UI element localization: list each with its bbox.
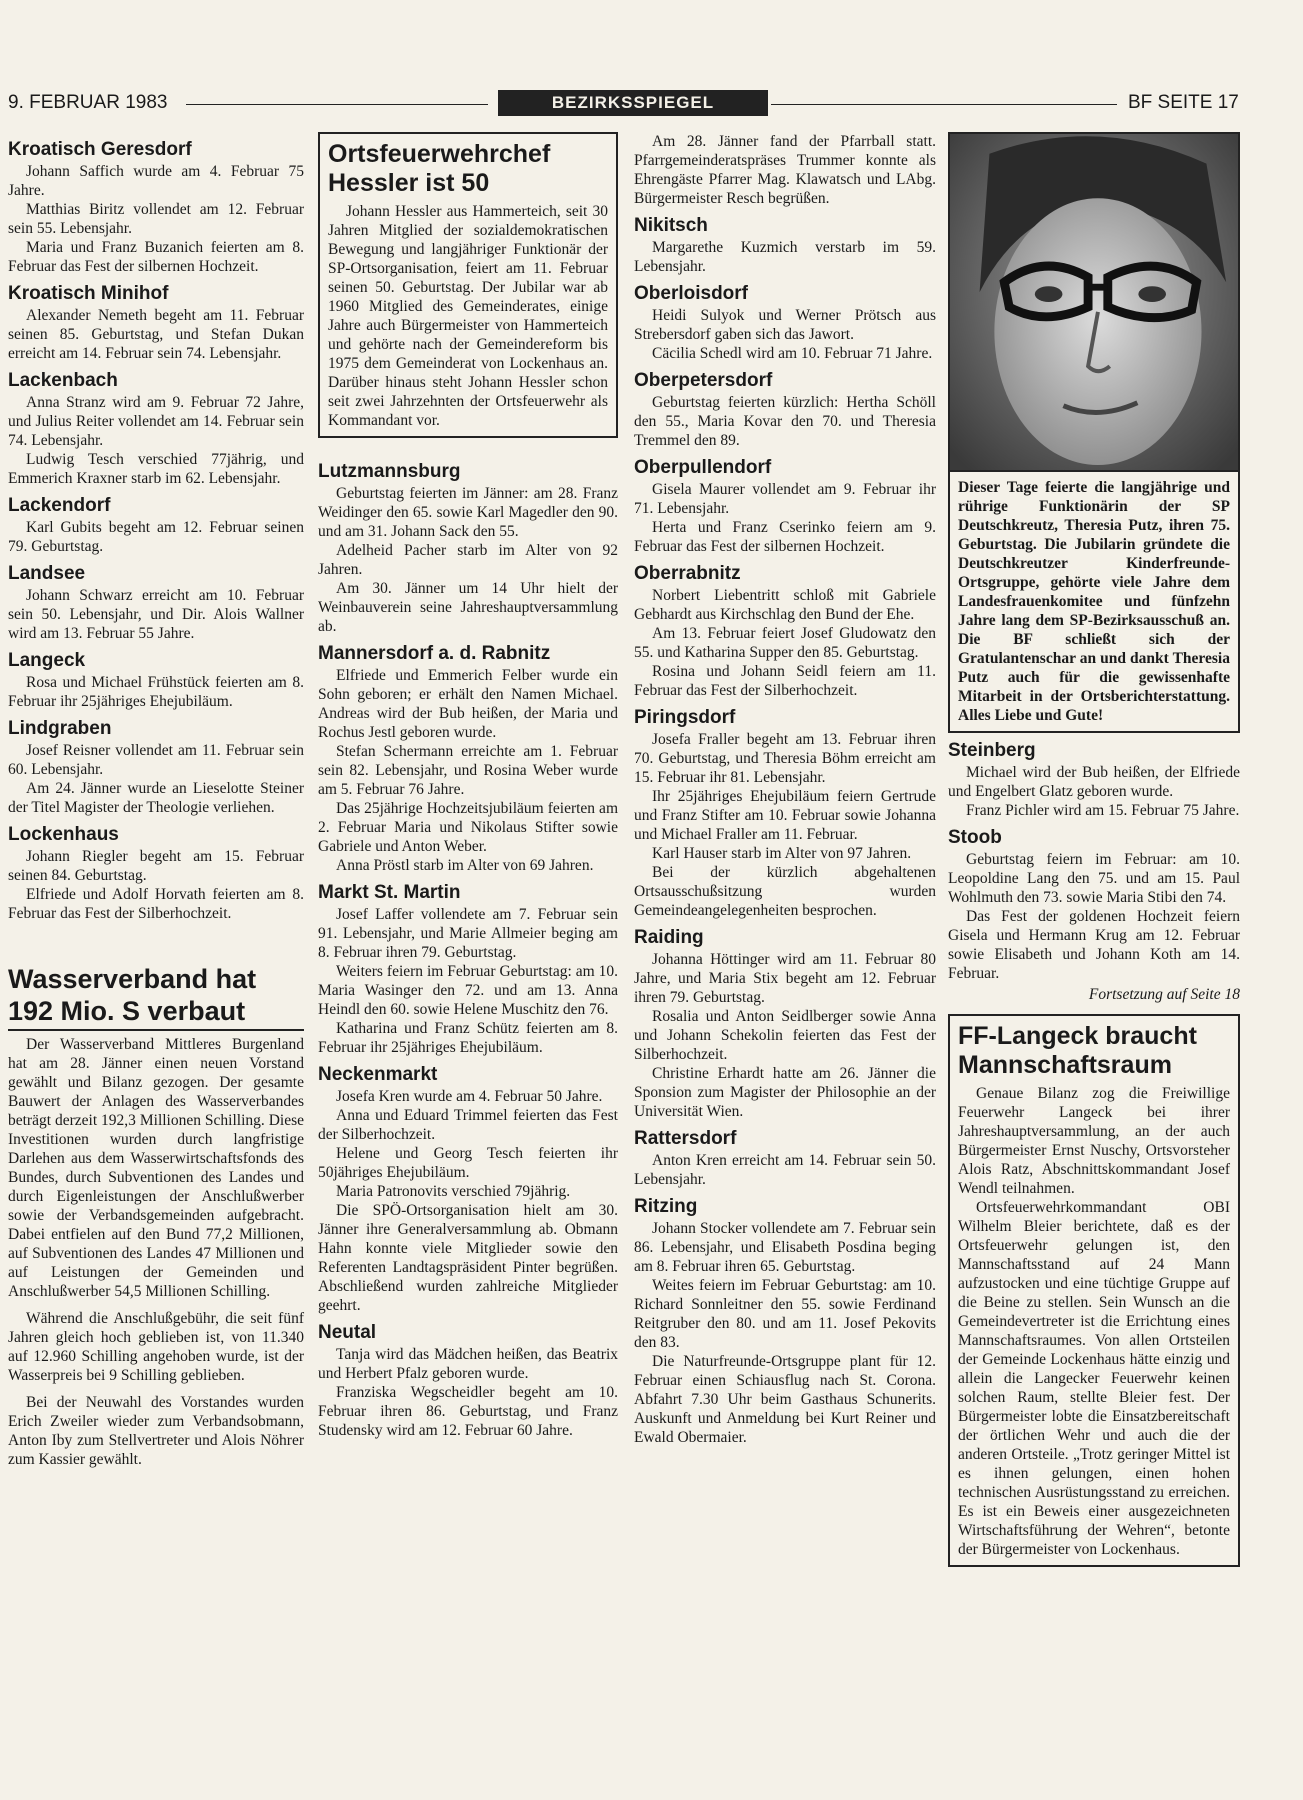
column-4 (948, 132, 1240, 1567)
paragraph: Josef Reisner vollendet am 11. Februar sein 60. Lebensjahr. (8, 742, 304, 778)
paragraph: Tanja wird das Mädchen heißen, das Beatrix und Herbert Pfalz geboren wurde. (318, 1346, 618, 1382)
section-kroatisch-geresdorf (8, 138, 304, 276)
issue-date: 9. FEBRUAR 1983 (8, 92, 168, 113)
paragraph: Die Naturfreunde-Ortsgruppe plant für 12. Februar einen Schiausflug nach St. Corona. Abfahrt 7.30 Uhr beim Gasthaus Schunerits. Auskunft und Anmeldung bei Kurt Reiner und Ewald Obermaier. (634, 1353, 936, 1446)
paragraph: Anna Stranz wird am 9. Februar 72 Jahre, und Julius Reiter vollendet am 14. Februar sein 74. Lebensjahr. (8, 394, 304, 449)
section-heading: Neckenmarkt (318, 1064, 438, 1085)
paragraph: Karl Gubits begeht am 12. Februar seinen 79. Geburtstag. (8, 519, 304, 555)
section-oberloisdorf (634, 282, 936, 363)
section-heading: Lutzmannsburg (318, 461, 461, 482)
paragraph: Geburtstag feierten im Jänner: am 28. Franz Weidinger den 65. sowie Karl Magedler den 90. und am 31. Johann Sack den 55. (318, 485, 618, 540)
page-number: BF SEITE 17 (1128, 92, 1239, 113)
section-ritzing (634, 1195, 936, 1447)
section-heading: Neutal (318, 1322, 377, 1343)
section-masthead: BEZIRKSSPIEGEL (498, 90, 768, 116)
paragraph: Ortsfeuerwehrkommandant OBI Wilhelm Bleier berichtete, daß es der Ortsfeuerwehr gelungen ist, den Mannschaftsstand auf 24 Mann aufzustocken und eine tüchtige Gruppe auf die Beine zu stellen. Sein Wunsch an die Gemeindevertreter ist die Errichtung eines Mannschaftsraumes. Von allen Ortsteilen der Gemeinde Lockenhaus hätte einzig und allein die Langecker Feuerwehr keinen solchen Raum, stellte Bleier fest. Der Bürgermeister lobte die Einsatzbereitschaft der örtlichen Wehr und auch die der anderen Ortsteile. „Trotz geringer Mittel ist es ihnen gelungen, einen hohen technischen Ausrüstungsstand zu erreichen. Es ist ein Beweis einer ausgezeichneten Wirtschaftsführung der Wehren“, betonte der Bürgermeister von Lockenhaus. (958, 1199, 1230, 1558)
paragraph: Norbert Liebentritt schloß mit Gabriele Gebhardt aus Kirchschlag den Bund der Ehe. (634, 587, 936, 623)
paragraph: Weiters feiern im Februar Geburtstag: am 10. Maria Wasinger den 72. und am 13. Anna Heindl den 60. sowie Helene Muschitz den 76. (318, 963, 618, 1018)
section-stoob (948, 826, 1240, 983)
section-nikitsch (634, 214, 936, 276)
section-kroatisch-minihof (8, 282, 304, 363)
paragraph: Rosa und Michael Frühstück feierten am 8. Februar ihr 25jähriges Ehejubiläum. (8, 674, 304, 710)
section-heading: Lackendorf (8, 495, 111, 516)
section-piringsdorf (634, 706, 936, 920)
section-heading: Steinberg (948, 740, 1036, 761)
paragraph: Stefan Schermann erreichte am 1. Februar sein 82. Lebensjahr, und Rosina Weber wurde am 5. Februar 76 Jahre. (318, 743, 618, 798)
paragraph: Am 28. Jänner fand der Pfarrball statt. Pfarrgemeinderatspräses Trummer konnte als Ehrengäste Pfarrer Mag. Klawatsch und LAbg. Bürgermeister Resch begrüßen. (634, 133, 936, 207)
column-3 (634, 132, 936, 1447)
section-heading: Kroatisch Geresdorf (8, 139, 192, 160)
section-heading: Oberrabnitz (634, 563, 741, 584)
section-heading: Ritzing (634, 1196, 698, 1217)
section-heading: Oberpullendorf (634, 457, 772, 478)
header-rule-left (186, 104, 488, 105)
section-oberrabnitz (634, 562, 936, 700)
paragraph: Johann Saffich wurde am 4. Februar 75 Jahre. (8, 163, 304, 199)
column-1 (8, 132, 304, 1469)
photo-caption: Dieser Tage feierte die langjährige und rührige Funktionärin der SP Deutschkreutz, Theresia Putz, ihren 75. Geburtstag. Die Jubilarin gründete die Deutschkreutzer Kinderfreunde-Ortsgruppe, gehörte viele Jahre dem Landesfrauenkomitee und fünfzehn Jahre lang dem SP-Bezirksausschuß an. Die BF schließt sich der Gratulantenschar an und dankt Theresia Putz auch für die gewissenhafte Mitarbeit in der Ortsberichterstattung. Alles Liebe und Gute! (948, 472, 1240, 733)
paragraph: Am 24. Jänner wurde an Lieselotte Steiner der Titel Magister der Theologie verliehen. (8, 780, 304, 816)
paragraph: Ihr 25jähriges Ehejubiläum feiern Gertrude und Franz Stifter am 10. Februar sowie Johanna und Michael Fraller am 11. Februar. (634, 788, 936, 843)
section-lutzmannsburg (318, 460, 618, 636)
paragraph: Katharina und Franz Schütz feierten am 8. Februar ihr 25jähriges Ehejubiläum. (318, 1020, 618, 1056)
section-neutal (318, 1321, 618, 1440)
paragraph: Elfriede und Adolf Horvath feierten am 8. Februar das Fest der Silberhochzeit. (8, 886, 304, 922)
section-heading: Landsee (8, 563, 86, 584)
paragraph: Rosina und Johann Seidl feiern am 11. Februar das Fest der Silberhochzeit. (634, 663, 936, 699)
section-heading: Oberloisdorf (634, 283, 749, 304)
section-heading: Nikitsch (634, 215, 708, 236)
paragraph: Johann Schwarz erreicht am 10. Februar sein 50. Lebensjahr, und Dir. Alois Wallner wird am 13. Februar 55 Jahre. (8, 587, 304, 642)
paragraph: Bei der Neuwahl des Vorstandes wurden Erich Zweiler wieder zum Verbandsobmann, Anton Iby zum Stellvertreter und Alois Nöhrer zum Kassier gewählt. (8, 1394, 304, 1468)
page-header (8, 90, 1248, 120)
paragraph: Geburtstag feierten kürzlich: Hertha Schöll den 55., Maria Kovar den 70. und Theresia Tremmel den 89. (634, 394, 936, 449)
section-intro-continued (634, 132, 936, 208)
article-box-ff-langeck (948, 1014, 1240, 1567)
section-heading: Raiding (634, 927, 704, 948)
section-heading: Lockenhaus (8, 824, 119, 845)
article-headline: FF-Langeck braucht Mannschaftsraum (958, 1022, 1197, 1079)
section-mannersdorf (318, 642, 618, 875)
paragraph: Josefa Kren wurde am 4. Februar 50 Jahre. (336, 1088, 603, 1105)
paragraph: Johann Riegler begeht am 15. Februar seinen 84. Geburtstag. (8, 848, 304, 884)
paragraph: Johann Stocker vollendete am 7. Februar sein 86. Lebensjahr, und Elisabeth Posdina beging am 8. Februar ihren 65. Geburtstag. (634, 1220, 936, 1275)
section-steinberg (948, 739, 1240, 820)
paragraph: Alexander Nemeth begeht am 11. Februar seinen 85. Geburtstag, und Stefan Dukan erreicht am 14. Februar sein 74. Lebensjahr. (8, 307, 304, 362)
article-headline: Wasserverband hat 192 Mio. S verbaut (8, 963, 304, 1031)
paragraph: Die SPÖ-Ortsorganisation hielt am 30. Jänner ihre Generalversammlung ab. Obmann Hahn konnte viele Mitglieder sowie den Referenten Landtagspräsident Pinter begrüßen. Abschließend wurden zahlreiche Mitglieder geehrt. (318, 1202, 618, 1314)
portrait-photo (948, 132, 1240, 472)
continued-note: Fortsetzung auf Seite 18 (1088, 986, 1240, 1003)
paragraph: Gisela Maurer vollendet am 9. Februar ihr 71. Lebensjahr. (634, 481, 936, 517)
paragraph: Elfriede und Emmerich Felber wurde ein Sohn geboren; er erhält den Namen Michael. Andreas wird der Bub heißen, der Maria und Rochus Jestl geboren wurde. (318, 667, 618, 741)
paragraph: Adelheid Pacher starb im Alter von 92 Jahren. (318, 542, 618, 578)
paragraph: Genaue Bilanz zog die Freiwillige Feuerwehr Langeck bei ihrer Jahreshauptversammlung, an der auch Bürgermeister Ernst Nuschy, Ortsvorsteher Alois Ratz, Abschnittskommandant Josef Wendl teilnahmen. (958, 1085, 1230, 1197)
section-heading: Langeck (8, 650, 86, 671)
section-lackenbach (8, 369, 304, 488)
section-heading: Oberpetersdorf (634, 370, 773, 391)
paragraph: Bei der kürzlich abgehaltenen Ortsausschußsitzung wurden Gemeindeangelegenheiten besprochen. (634, 864, 936, 919)
paragraph: Franziska Wegscheidler begeht am 10. Februar ihren 86. Geburtstag, und Franz Studensky wird am 12. Februar 60 Jahre. (318, 1384, 618, 1439)
article-headline: Ortsfeuerwehrchef Hessler ist 50 (328, 140, 551, 197)
paragraph: Christine Erhardt hatte am 26. Jänner die Sponsion zum Magister der Philosophie an der Universität Wien. (634, 1065, 936, 1120)
paragraph: Anna und Eduard Trimmel feierten das Fest der Silberhochzeit. (318, 1107, 618, 1143)
article-wasserverband (8, 963, 304, 1469)
paragraph: Das 25jährige Hochzeitsjubiläum feierten am 2. Februar Maria und Nikolaus Stifter sowie Gabriele und Anton Weber. (318, 800, 618, 855)
section-landsee (8, 562, 304, 643)
section-raiding (634, 926, 936, 1121)
section-lockenhaus (8, 823, 304, 923)
paragraph: Ludwig Tesch verschied 77jährig, und Emmerich Kraxner starb im 62. Lebensjahr. (8, 451, 304, 487)
paragraph: Das Fest der goldenen Hochzeit feiern Gisela und Hermann Krug am 12. Februar sowie Elisabeth und Johann Koth am 14. Februar. (948, 908, 1240, 982)
paragraph: Josef Laffer vollendete am 7. Februar sein 91. Lebensjahr, und Marie Allmeier beging am 8. Februar ihren 79. Geburtstag. (318, 906, 618, 961)
section-lindgraben (8, 717, 304, 817)
paragraph: Josefa Fraller begeht am 13. Februar ihren 70. Geburtstag, und Theresia Böhm erreicht am 15. Februar ihr 81. Lebensjahr. (634, 731, 936, 786)
section-heading: Lackenbach (8, 370, 118, 391)
paragraph: Helene und Georg Tesch feierten ihr 50jähriges Ehejubiläum. (318, 1145, 618, 1181)
section-langeck (8, 649, 304, 711)
paragraph: Geburtstag feiern im Februar: am 10. Leopoldine Lang den 75. und am 15. Paul Wohlmuth den 73. sowie Maria Stibi den 74. (948, 851, 1240, 906)
paragraph: Der Wasserverband Mittleres Burgenland hat am 28. Jänner einen neuen Vorstand gewählt und Bilanz gezogen. Der gesamte Bauwert der Anlagen des Wasserverbandes beträgt derzeit 192,3 Millionen Schilling. Diese Investitionen wurden durch langfristige Darlehen aus dem Wasserwirtschaftsfonds des Bundes, durch Subventionen des Landes und durch Eigenleistungen der Anschlußwerber sowie der Verbandsgemeinden aufgebracht. Dabei entfielen auf den Bund 77,2 Millionen, auf Subventionen des Landes 47 Millionen und auf Leistungen der Gemeinden und Anschlußwerber 54,5 Millionen Schilling. (8, 1036, 304, 1300)
paragraph: Anna Pröstl starb im Alter von 69 Jahren. (336, 857, 594, 874)
paragraph: Maria und Franz Buzanich feierten am 8. Februar das Fest der silbernen Hochzeit. (8, 239, 304, 275)
section-oberpullendorf (634, 456, 936, 556)
section-lackendorf (8, 494, 304, 556)
paragraph: Matthias Biritz vollendet am 12. Februar sein 55. Lebensjahr. (8, 201, 304, 237)
paragraph: Cäcilia Schedl wird am 10. Februar 71 Jahre. (652, 345, 933, 362)
section-heading: Kroatisch Minihof (8, 283, 169, 304)
section-markt-st-martin (318, 881, 618, 1057)
paragraph: Anton Kren erreicht am 14. Februar sein 50. Lebensjahr. (634, 1152, 936, 1188)
paragraph: Rosalia und Anton Seidlberger sowie Anna und Johann Schekolin feierten das Fest der Silberhochzeit. (634, 1008, 936, 1063)
paragraph: Herta und Franz Cserinko feiern am 9. Februar das Fest der silbernen Hochzeit. (634, 519, 936, 555)
paragraph: Karl Hauser starb im Alter von 97 Jahren. (652, 845, 912, 862)
section-heading: Stoob (948, 827, 1002, 848)
paragraph: Johann Hessler aus Hammerteich, seit 30 Jahren Mitglied der sozialdemokratischen Bewegung und langjähriger Funktionär der SP-Ortsorganisation, feiert am 11. Februar seinen 50. Geburtstag. Der Jubilar war ab 1960 Mitglied des Gemeinderates, einige Jahre auch Bürgermeister von Hammerteich und gehörte nach der Gemeindereform bis 1975 dem Gemeinderat von Lockenhaus an. Darüber hinaus steht Johann Hessler schon seit zwei Jahrzehnten der Ortsfeuerwehr als Kommandant vor. (328, 203, 608, 429)
paragraph: Maria Patronovits verschied 79jährig. (336, 1183, 571, 1200)
section-neckenmarkt (318, 1063, 618, 1315)
portrait-image (950, 134, 1238, 470)
section-oberpetersdorf (634, 369, 936, 450)
paragraph: Am 30. Jänner um 14 Uhr hielt der Weinbauverein seine Jahreshauptversammlung ab. (318, 580, 618, 635)
section-heading: Rattersdorf (634, 1128, 737, 1149)
section-heading: Piringsdorf (634, 707, 736, 728)
column-2 (318, 132, 618, 1440)
paragraph: Am 13. Februar feiert Josef Gludowatz den 55. und Katharina Supper den 85. Geburtstag. (634, 625, 936, 661)
paragraph: Margarethe Kuzmich verstarb im 59. Lebensjahr. (634, 239, 936, 275)
paragraph: Während die Anschlußgebühr, die seit fünf Jahren gleich hoch geblieben ist, von 11.340 auf 12.960 Schilling angehoben wurde, ist der Wasserpreis bei 9 Schilling geblieben. (8, 1310, 304, 1384)
paragraph: Michael wird der Bub heißen, der Elfriede und Engelbert Glatz geboren wurde. (948, 764, 1240, 800)
paragraph: Franz Pichler wird am 15. Februar 75 Jahre. (966, 802, 1240, 819)
section-heading: Mannersdorf a. d. Rabnitz (318, 643, 551, 664)
header-rule-right (771, 104, 1117, 105)
paragraph: Heidi Sulyok und Werner Prötsch aus Strebersdorf gaben sich das Jawort. (634, 307, 936, 343)
section-rattersdorf (634, 1127, 936, 1189)
paragraph: Johanna Höttinger wird am 11. Februar 80 Jahre, und Maria Stix begeht am 12. Februar ihren 79. Geburtstag. (634, 951, 936, 1006)
paragraph: Weites feiern im Februar Geburtstag: am 10. Richard Sonnleitner den 55. sowie Ferdinand Reitgruber den 80. und am 11. Josef Pekovits den 83. (634, 1277, 936, 1351)
section-heading: Markt St. Martin (318, 882, 461, 903)
article-box-hessler (318, 132, 618, 438)
section-heading: Lindgraben (8, 718, 112, 739)
